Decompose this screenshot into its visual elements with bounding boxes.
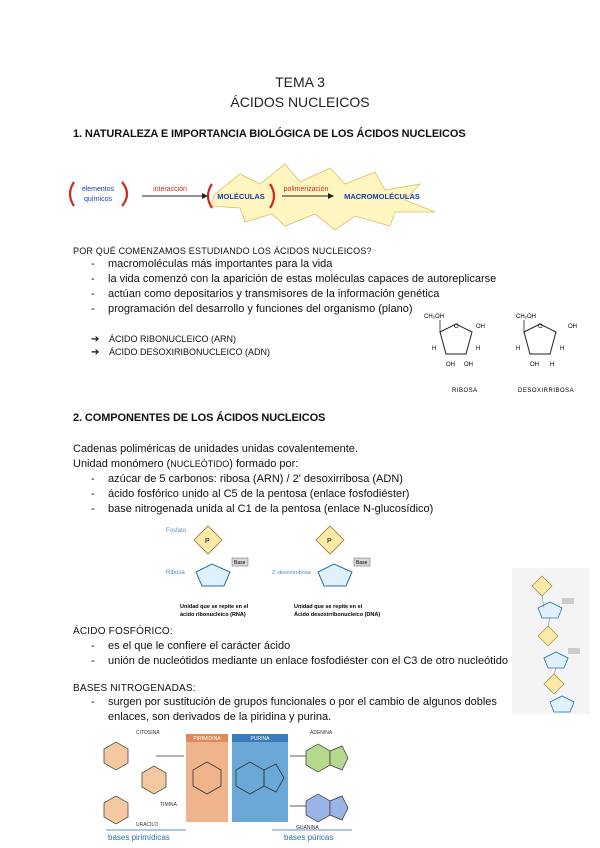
deoxyribose-structure [516,314,577,394]
thymine-label: TIMINA [160,802,177,808]
polynucleotide-chain-figure [512,568,590,714]
deoxyribose-h-bottom: H [550,362,555,368]
page-title: ÁCIDOS NUCLEICOS [230,94,370,110]
list-item: - unión de nucleótidos mediante un enlace fosfodiéster con el C3 de otro nucleótido [73,654,518,669]
list-item: - programación del desarrollo y funciones del organismo (plano) [73,302,513,317]
section1-heading: 1. NATURALEZA E IMPORTANCIA BIOLÓGICA DE LOS ÁCIDOS NUCLEICOS [73,128,466,140]
ribose-h-1: H [432,346,437,352]
section2-heading: 2. COMPONENTES DE LOS ÁCIDOS NUCLEICOS [73,412,326,424]
chemistry-flow-diagram [60,160,460,232]
pyrimidine-group-label: bases pirimídicas [108,833,170,842]
list-item: - actúan como depositarios y transmisores de la información genética [73,287,513,302]
pyrimidine-title: PIRIMIDINA [193,736,221,742]
chain-base-2 [568,648,580,654]
purine-title: PURINA [250,736,270,742]
uracil-ring [104,796,128,824]
polymerization-label: polimerización [283,186,329,193]
ribose-label: RIBOSA [452,388,478,394]
list-item: - ácido fosfórico unido al C5 de la pentosa (enlace fosfodiéster) [73,487,513,502]
ribose-deoxyribose-figure [418,306,590,402]
type-rna-label: ÁCIDO RIBONUCLEICO (ARN) [109,334,237,344]
base-label-rna: Base [234,560,246,566]
ribose-o-label: O [454,324,459,330]
guanine-ring-6 [306,794,330,822]
ribose-ch2oh: CH₂OH [424,314,444,320]
type-rna [91,333,236,346]
molecules-label: MOLÉCULAS [217,192,265,201]
cycle-arrow-right [122,182,127,206]
ribose-ring-rna [196,564,230,586]
intro2-suffix: ) formado por: [229,458,299,470]
macromolecules-label: MACROMOLÉCULAS [344,192,420,201]
ribose-oh-1: OH [446,362,455,368]
type-dna-label: ÁCIDO DESOXIRIBONUCLEICO (ADN) [109,347,271,357]
ribose-label-rna: Ribosa [166,570,185,576]
elements-label-2: químicos [83,196,113,203]
purine-box [232,742,288,822]
intro2-prefix: Unidad monómero ( [73,458,171,470]
dna-nucleotide [272,526,380,618]
list-item: - base nitrogenada unida al C1 de la pentosa (enlace N-glucosídico) [73,502,513,517]
cycle-arrow-left [70,182,74,206]
phosphorus-rna: P [205,538,210,545]
deoxyribose-h-1: H [516,346,521,352]
section2-intro-1: Cadenas poliméricas de unidades unidas covalentemente. [73,443,358,455]
list-item [73,695,518,725]
base-label-dna: Base [356,560,368,566]
guanine-ring-5 [330,796,348,820]
chain-base-1 [562,598,574,604]
deoxyribose-oh-top: OH [568,324,577,330]
bases-heading: BASES NITROGENADAS: [73,683,196,694]
bases-text-line1: surgen por sustitución de grupos funcionales o por el cambio de algunos dobles [108,696,497,708]
arrow-right-icon: ➔ [91,347,100,358]
adenine-label: ADENINA [310,730,333,736]
uracil-label: URACILO [136,822,159,828]
ribose-oh-2: OH [464,362,473,368]
adenine-ring-5 [330,746,348,770]
type-dna [91,346,270,359]
why-question: POR QUÉ COMENZAMOS ESTUDIANDO LOS ÁCIDOS NUCLEICOS? [73,246,372,256]
adenine-ring-6 [306,744,330,772]
ribose-h-2: H [476,346,481,352]
list-item: - la vida comenzó con la aparición de estas moléculas capaces de autoreplicarse [73,272,513,287]
caption-dna-2: Ácido desoxirribonucleico (DNA) [294,612,381,618]
nitrogenous-bases-figure [96,726,358,846]
list-item: - azúcar de 5 carbonos: ribosa (ARN) / 2' desoxirribosa (ADN) [73,472,513,487]
list-item: - es el que le confiere el carácter ácido [73,639,518,654]
arrow-right-icon: ➔ [91,334,100,345]
caption-rna-2: ácido ribonucleico (RNA) [180,612,246,618]
caption-dna-1: Unidad que se repite en el [294,604,363,610]
interaction-label: interacción [153,186,187,193]
deoxyribose-h-2: H [560,346,565,352]
phosphate-label-rna: Fosfato [166,528,187,534]
caption-rna-1: Unidad que se repite en el [180,604,249,610]
deoxyribose-label-dna: 2'-desoxirribosa [272,570,311,576]
deoxyribose-oh: OH [530,362,539,368]
cytosine-label: CITOSINA [136,730,160,736]
phosphoric-list [73,639,518,669]
section2-intro-2 [73,457,298,472]
intro2-term: NUCLEÓTIDO [170,459,230,469]
guanine-label: GUANINA [296,825,319,831]
cytosine-ring [104,742,128,770]
ribose-oh-top: OH [476,324,485,330]
nucleotide-figure [160,520,410,620]
deoxyribose-ch2oh: CH₂OH [516,314,536,320]
deoxyribose-label: DESOXIRRIBOSA [518,388,575,394]
bases-list [73,695,518,725]
list-item: - macromoléculas más importantes para la vida [73,257,513,272]
phosphorus-dna: P [327,538,332,545]
pyrimidine-box [186,742,228,822]
rna-nucleotide [166,526,249,618]
deoxyribose-o-label: O [538,324,543,330]
bases-text-line2: enlaces, son derivados de la piridina y purina. [108,711,332,723]
ribose-structure [424,314,485,394]
tema-number: TEMA 3 [275,74,325,90]
purine-group-label: bases púricas [284,833,334,842]
deoxyribose-ring-dna [318,564,352,586]
components-list [73,472,513,517]
phosphoric-heading: ÁCIDO FOSFÓRICO: [73,626,173,637]
elements-label-1: elementos [81,186,115,193]
thymine-ring [142,766,166,794]
